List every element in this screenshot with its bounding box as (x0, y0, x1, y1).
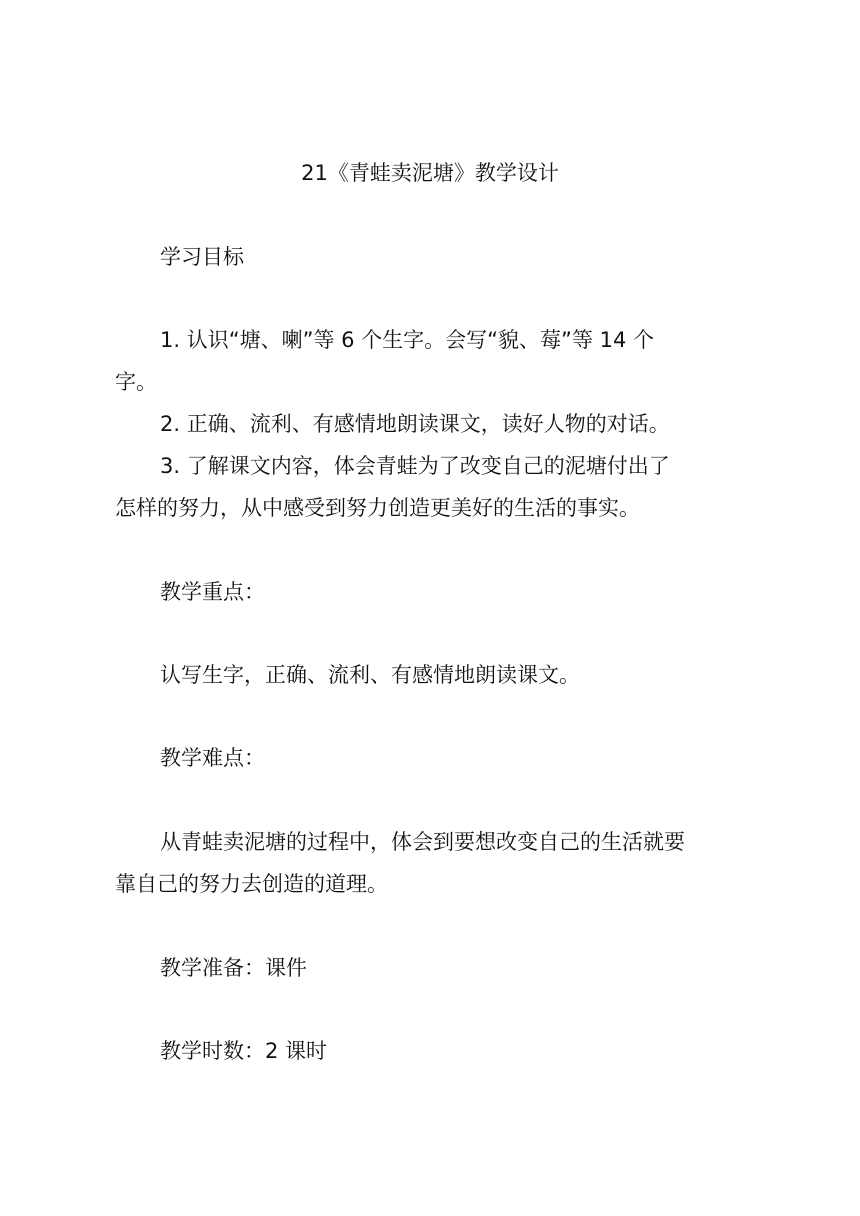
document-title: 21《青蛙卖泥塘》教学设计 (301, 161, 559, 185)
difficulty-heading: 教学难点： (160, 746, 265, 770)
goal-item-1: 1. 认识“塘、喇”等 6 个生字。会写“貌、莓”等 14 个 (160, 328, 655, 352)
teaching-hours: 教学时数：2 课时 (160, 1039, 328, 1063)
difficulty-text-continued: 靠自己的努力去创造的道理。 (115, 872, 388, 896)
key-points-heading: 教学重点： (160, 580, 265, 604)
goals-heading: 学习目标 (160, 245, 244, 269)
goal-item-1-continued: 字。 (115, 370, 157, 394)
goal-item-3-continued: 怎样的努力，从中感受到努力创造更美好的生活的事实。 (115, 496, 640, 520)
goal-item-3: 3. 了解课文内容，体会青蛙为了改变自己的泥塘付出了 (160, 454, 670, 478)
difficulty-text: 从青蛙卖泥塘的过程中，体会到要想改变自己的生活就要 (160, 830, 685, 854)
teaching-preparation: 教学准备：课件 (160, 956, 307, 980)
goal-item-2: 2. 正确、流利、有感情地朗读课文，读好人物的对话。 (160, 412, 670, 436)
key-points-text: 认写生字，正确、流利、有感情地朗读课文。 (160, 663, 580, 687)
